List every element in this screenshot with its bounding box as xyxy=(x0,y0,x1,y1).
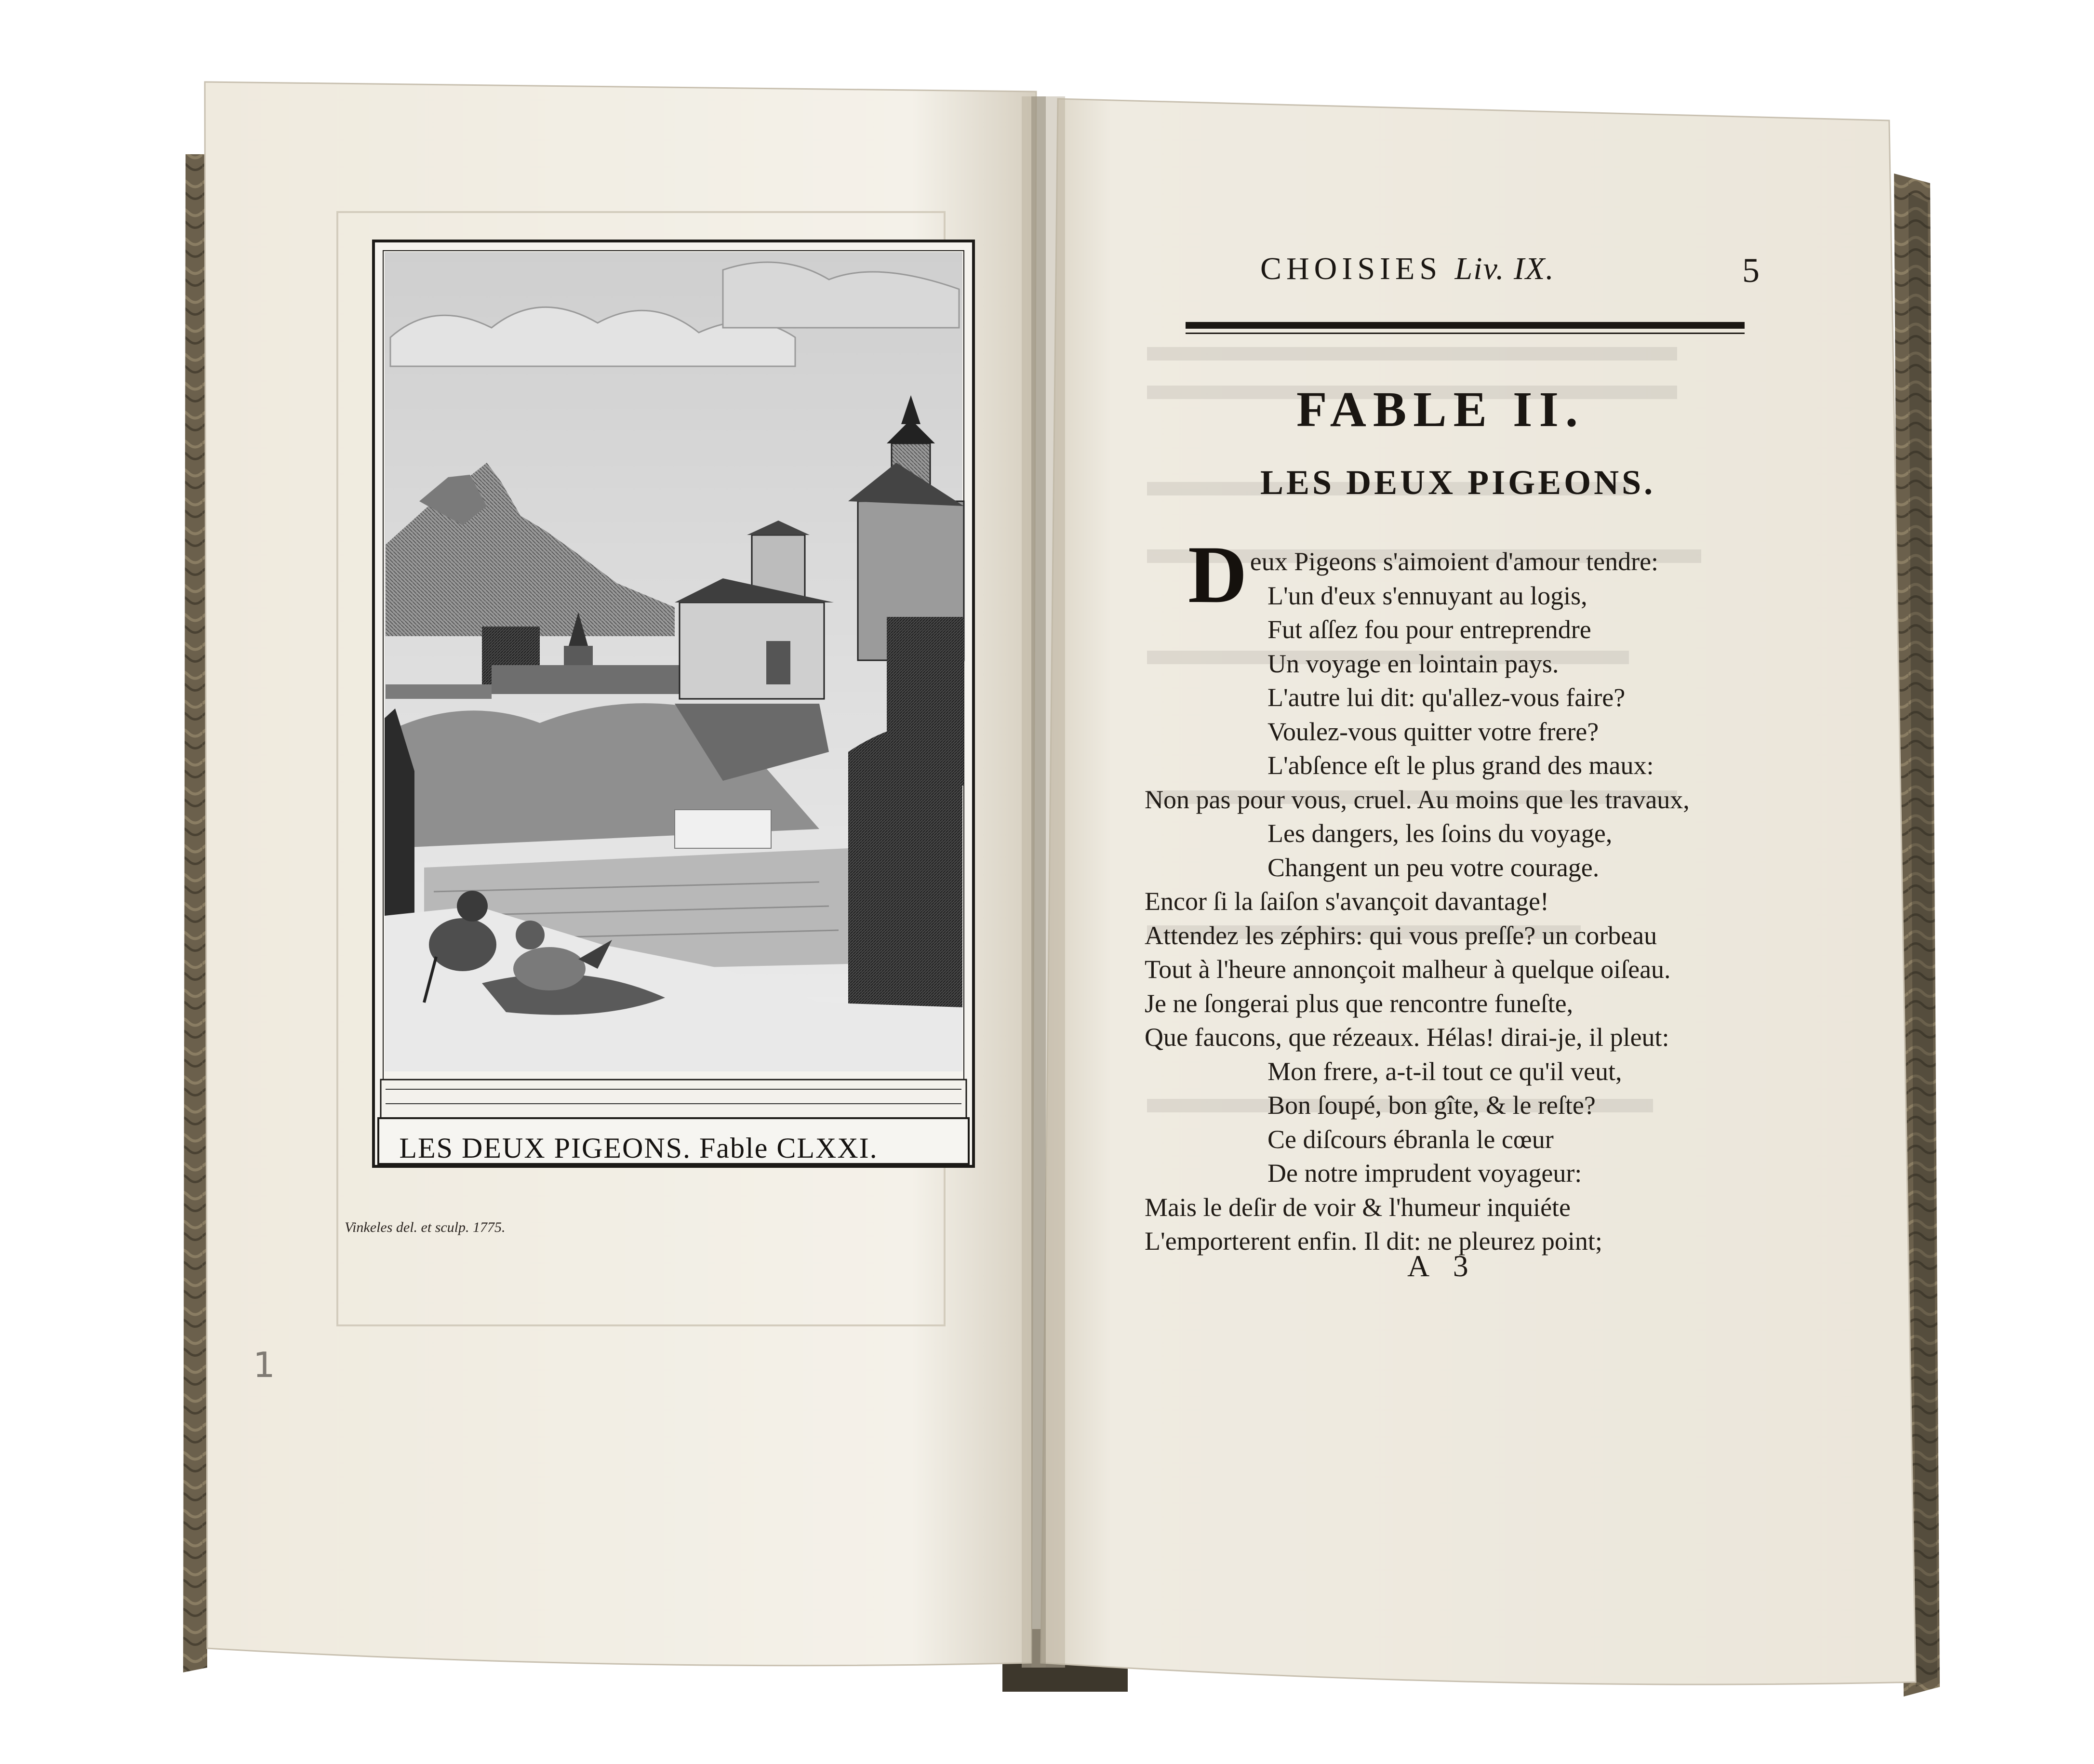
verse-line: Fut aſſez fou pour entreprendre xyxy=(1267,615,1591,644)
verse-line: Je ne ſongerai plus que rencontre funeſte, xyxy=(1145,989,1574,1018)
verse-line: L'abſence eſt le plus grand des maux: xyxy=(1267,751,1654,780)
verse-line: Bon ſoupé, bon gîte, & le reſte? xyxy=(1267,1091,1596,1120)
verse-line: Encor ſi la ſaiſon s'avançoit davantage! xyxy=(1145,887,1549,916)
signature-mark: A 3 xyxy=(1407,1249,1477,1283)
heading-rule xyxy=(1186,322,1745,329)
running-head-title: CHOISIES xyxy=(1260,251,1442,286)
verse-line: Tout à l'heure annonçoit malheur à quelque oiſeau. xyxy=(1145,955,1671,984)
book-cover-left xyxy=(183,154,207,1672)
verse-line: L'emporterent enfin. Il dit: ne pleurez point; xyxy=(1145,1227,1602,1256)
verse-line: Ce diſcours ébranla le cœur xyxy=(1267,1124,1554,1154)
plate-credit: Vinkeles del. et sculp. 1775. xyxy=(345,1219,506,1235)
plate-caption: LES DEUX PIGEONS. Fable CLXXI. xyxy=(399,1132,878,1164)
verse-line: Deux Pigeons s'aimoient d'amour tendre: xyxy=(1188,529,1659,620)
running-head-book: Liv. IX. xyxy=(1454,251,1555,286)
pencil-mark: 1 xyxy=(253,1345,275,1385)
verse-line: L'un d'eux s'ennuyant au logis, xyxy=(1267,581,1587,610)
verse-line: L'autre lui dit: qu'allez-vous faire? xyxy=(1267,683,1626,712)
verse-line: De notre imprudent voyageur: xyxy=(1267,1159,1582,1188)
verse-line: Changent un peu votre courage. xyxy=(1267,853,1600,882)
verse-line: Non pas pour vous, cruel. Au moins que les travaux, xyxy=(1145,785,1690,814)
verse-line: Voulez-vous quitter votre frere? xyxy=(1267,717,1599,746)
fable-subtitle: LES DEUX PIGEONS. xyxy=(1260,463,1656,502)
page-number: 5 xyxy=(1742,251,1760,290)
verse-line: Attendez les zéphirs: qui vous preſſe? un corbeau xyxy=(1145,921,1657,950)
fable-title: FABLE II. xyxy=(1296,382,1585,437)
verse-line: Un voyage en lointain pays. xyxy=(1267,649,1559,678)
drop-cap: D xyxy=(1188,529,1247,620)
fable-verse xyxy=(1145,529,1867,1258)
verse-line: Les dangers, les ſoins du voyage, xyxy=(1267,819,1613,848)
verse-line: Mon frere, a-t-il tout ce qu'il veut, xyxy=(1267,1056,1622,1086)
verse-line: Que faucons, que rézeaux. Hélas! dirai-je, il pleut: xyxy=(1145,1023,1669,1052)
running-head xyxy=(1260,251,1555,287)
engraving-illustration xyxy=(378,252,969,1164)
verse-line: Mais le deſir de voir & l'humeur inquiéte xyxy=(1145,1192,1571,1222)
